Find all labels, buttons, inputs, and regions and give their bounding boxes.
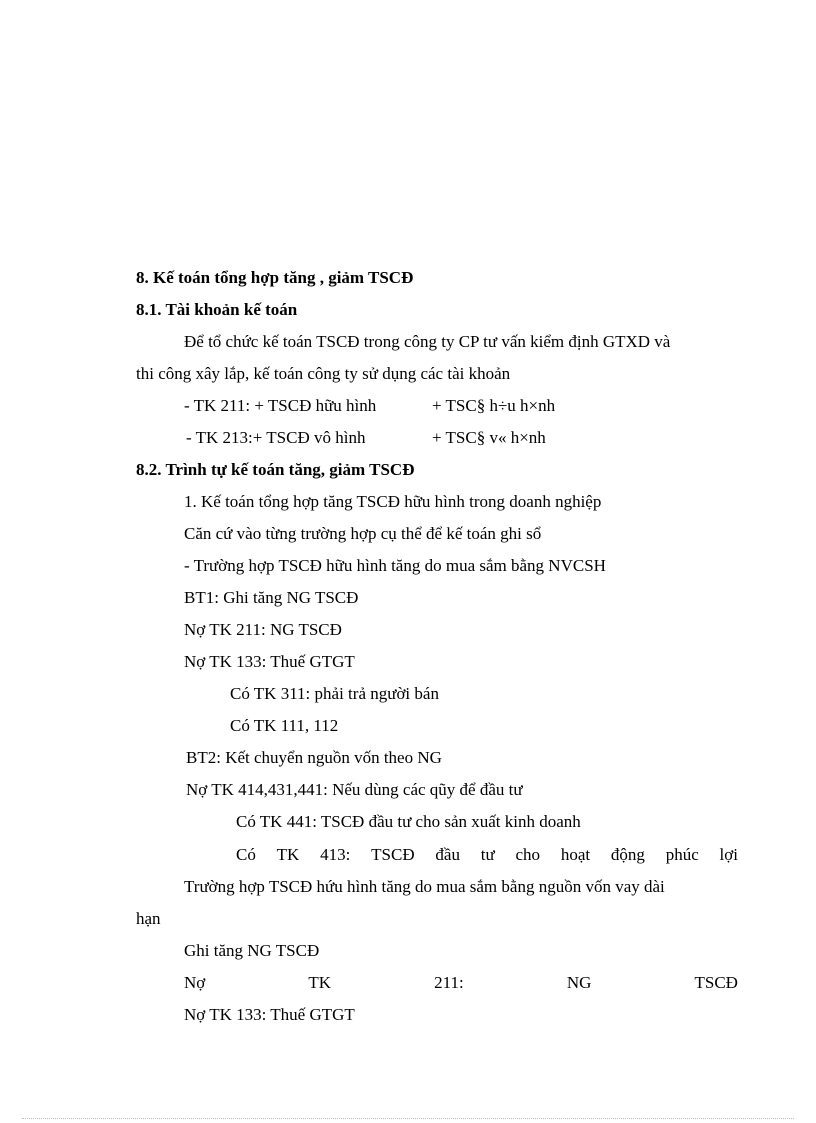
entry-no-211: Nợ TK 211: NG TSCĐ bbox=[184, 620, 342, 639]
word: phúc bbox=[665, 845, 699, 864]
word: lợi bbox=[719, 845, 738, 864]
entry-co-413 bbox=[236, 845, 738, 865]
word: TK bbox=[308, 973, 332, 992]
entry-co-441: Có TK 441: TSCĐ đầu tư cho sản xuất kinh doanh bbox=[236, 812, 581, 831]
word: TK bbox=[276, 845, 300, 864]
word: cho bbox=[515, 845, 541, 864]
word: Nợ bbox=[184, 973, 206, 992]
word: đầu bbox=[435, 845, 460, 864]
account-tk211-left: - TK 211: + TSCĐ hữu hình bbox=[184, 396, 377, 415]
word: động bbox=[610, 845, 645, 864]
account-tk211-right: + TSC§ h÷u h×nh bbox=[432, 396, 556, 415]
paragraph-2-line-1: Trường hợp TSCĐ hứu hình tăng do mua sắm bằng nguồn vốn vay dài bbox=[184, 877, 665, 896]
entry-no-133: Nợ TK 133: Thuế GTGT bbox=[184, 652, 355, 671]
entry-co-311: Có TK 311: phải trả người bán bbox=[230, 684, 439, 703]
entry-no-211-justified bbox=[184, 973, 738, 993]
account-tk213-right: + TSC§ v« h×nh bbox=[432, 428, 546, 447]
entry-bt2: BT2: Kết chuyển nguồn vốn theo NG bbox=[186, 748, 442, 767]
page-bottom-divider bbox=[22, 1118, 794, 1119]
paragraph-1-line-1: Để tổ chức kế toán TSCĐ trong công ty CP tư vấn kiểm định GTXD và bbox=[184, 332, 671, 351]
entry-co-111: Có TK 111, 112 bbox=[230, 716, 339, 735]
word: 211: bbox=[434, 973, 464, 992]
entry-ghi-tang: Ghi tăng NG TSCĐ bbox=[184, 941, 320, 960]
word: TSCĐ bbox=[694, 973, 738, 992]
entry-bt1: BT1: Ghi tăng NG TSCĐ bbox=[184, 588, 359, 607]
word: hoạt bbox=[560, 845, 591, 864]
word: NG bbox=[566, 973, 592, 992]
heading-section-8-1: 8.1. Tài khoản kế toán bbox=[136, 300, 298, 319]
heading-section-8-2: 8.2. Trình tự kế toán tăng, giảm TSCĐ bbox=[136, 460, 415, 479]
entry-no-414: Nợ TK 414,431,441: Nếu dùng các qũy để đầu tư bbox=[186, 780, 523, 799]
entry-no-133-second: Nợ TK 133: Thuế GTGT bbox=[184, 1005, 355, 1024]
paragraph-2-line-2: hạn bbox=[136, 909, 161, 928]
account-tk213-left: - TK 213:+ TSCĐ vô hình bbox=[186, 428, 366, 447]
paragraph-1-line-2: thi công xây lắp, kế toán công ty sử dụng các tài khoản bbox=[136, 364, 511, 383]
word: 413: bbox=[320, 845, 351, 864]
heading-section-8: 8. Kế toán tổng hợp tăng , giảm TSCĐ bbox=[136, 268, 414, 287]
word: TSCĐ bbox=[371, 845, 415, 864]
word: tư bbox=[480, 845, 495, 864]
list-item-1: 1. Kế toán tổng hợp tăng TSCĐ hữu hình trong doanh nghiệp bbox=[184, 492, 602, 511]
word: Có bbox=[236, 845, 256, 864]
text-truong-hop-1: - Trường hợp TSCĐ hữu hình tăng do mua sắm bằng NVCSH bbox=[184, 556, 606, 575]
text-can-cu: Căn cứ vào từng trường hợp cụ thể để kế toán ghi sổ bbox=[184, 524, 542, 543]
